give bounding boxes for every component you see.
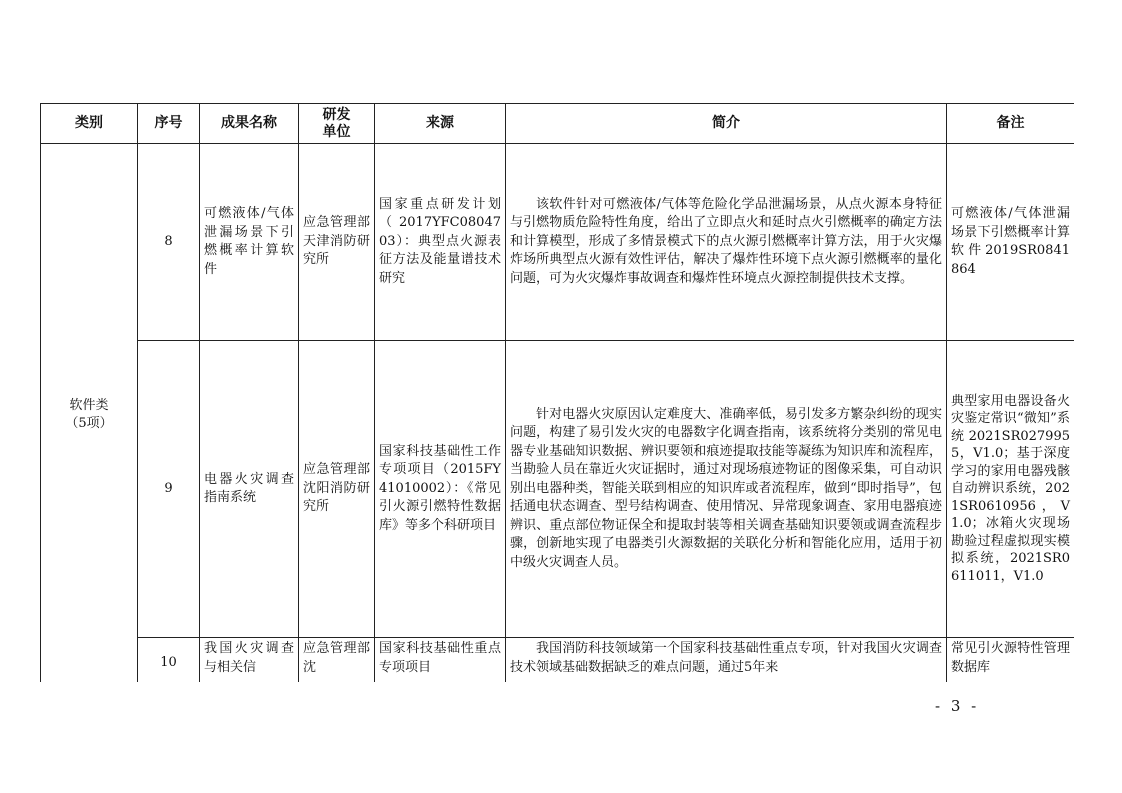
header-seq: 序号: [138, 104, 200, 144]
results-table-container: [40, 103, 1074, 682]
unit-cell: 应急管理部沈阳消防研究所: [299, 341, 375, 638]
summary-cell: 针对电器火灾原因认定难度大、准确率低，易引发多方繁杂纠纷的现实问题，构建了易引发火灾的电器数字化调查指南，该系统将分类别的常见电器专业基础知识数据、辨识要领和痕迹提取技能等凝练为知识库和流程库，当勘验人员在靠近火灾证据时，通过对现场痕迹物证的图像采集，可自动识别出电器种类，智能关联到相应的知识库或者流程库，做到“即时指导”，包括通电状态调查、型号结构调查、使用情况、异常现象调查、家用电器痕迹辨识、重点部位物证保全和提取封装等相关调查基础知识要领或调查流程步骤，创新地实现了电器类引火源数据的关联化分析和智能化应用，适用于初中级火灾调查人员。: [506, 341, 947, 638]
header-summary: 简介: [506, 104, 947, 144]
seq-cell: 9: [138, 341, 200, 638]
remark-cell: 典型家用电器设备火灾鉴定常识“微知”系统2021SR0279955，V1.0；基于深度学习的家用电器残骸自动辨识系统，2021SR0610956，V1.0；冰箱火灾现场勘验过程虚拟现实模拟系统，2021SR0611011，V1.0: [947, 341, 1075, 638]
name-cell: 电器火灾调查指南系统: [200, 341, 299, 638]
header-category: 类别: [41, 104, 138, 144]
table-row: [41, 341, 1075, 638]
source-cell: 国家科技基础性重点专项项目: [375, 638, 506, 683]
name-cell: 可燃液体/气体泄漏场景下引燃概率计算软件: [200, 144, 299, 341]
summary-cell: 我国消防科技领域第一个国家科技基础性重点专项，针对我国火灾调查技术领域基础数据缺乏的难点问题，通过5年来: [506, 638, 947, 683]
table-row: [41, 144, 1075, 341]
seq-cell: 10: [138, 638, 200, 683]
header-name: 成果名称: [200, 104, 299, 144]
unit-cell: 应急管理部沈: [299, 638, 375, 683]
header-unit: 研发 单位: [299, 104, 375, 144]
source-cell: 国家科技基础性工作专项项目（2015FY41010002）：《常见引火源引燃特性数据库》等多个科研项目: [375, 341, 506, 638]
category-cell: 软件类 （5项）: [41, 144, 138, 683]
results-table: [40, 103, 1074, 682]
page-number: - 3 -: [935, 697, 980, 715]
remark-cell: 常见引火源特性管理数据库: [947, 638, 1075, 683]
table-row: [41, 638, 1075, 683]
summary-cell: 该软件针对可燃液体/气体等危险化学品泄漏场景，从点火源本身特征与引燃物质危险特性角度，给出了立即点火和延时点火引燃概率的确定方法和计算模型，形成了多情景模式下的点火源引燃概率计算方法，用于火灾爆炸场所典型点火源有效性评估，解决了爆炸性环境下点火源引燃概率的量化问题，可为火灾爆炸事故调查和爆炸性环境点火源控制提供技术支撑。: [506, 144, 947, 341]
unit-cell: 应急管理部天津消防研究所: [299, 144, 375, 341]
name-cell: 我国火灾调查与相关信: [200, 638, 299, 683]
header-remark: 备注: [947, 104, 1075, 144]
table-header-row: [41, 104, 1075, 144]
header-source: 来源: [375, 104, 506, 144]
seq-cell: 8: [138, 144, 200, 341]
remark-cell: 可燃液体/气体泄漏场景下引燃概率计算软件2019SR0841864: [947, 144, 1075, 341]
source-cell: 国家重点研发计划（2017YFC0804703）：典型点火源表征方法及能量谱技术研究: [375, 144, 506, 341]
